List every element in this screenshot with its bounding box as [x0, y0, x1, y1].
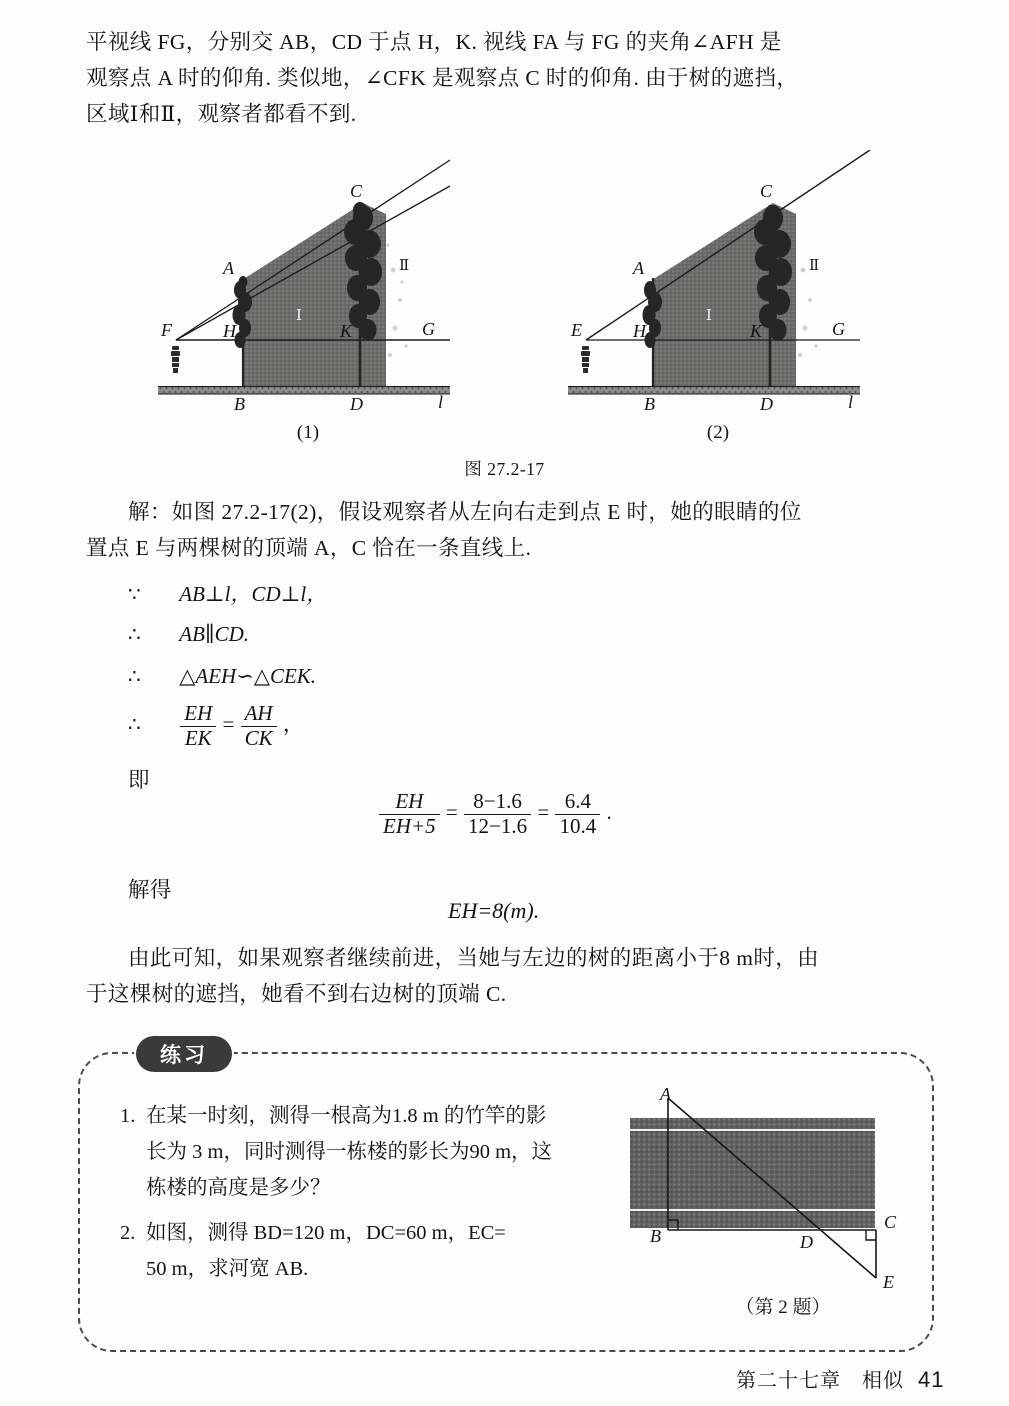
right-angle-mark-C — [866, 1230, 876, 1240]
fraction-denominator: EH+5 — [379, 814, 440, 839]
exercise-item-2-line-1: 如图，测得 BD=120 m，DC=60 m，EC= — [146, 1222, 506, 1244]
proof-step-3 — [128, 664, 316, 689]
label-region-II: Ⅱ — [399, 258, 410, 274]
fraction-denominator: 12−1.6 — [464, 814, 531, 839]
ground-line-l — [158, 387, 450, 394]
label-A: A — [223, 258, 234, 278]
label-D: D — [350, 394, 363, 414]
exercise-badge: 练习 — [136, 1036, 232, 1072]
diagram-2-svg — [560, 150, 900, 425]
fraction-denominator: 10.4 — [555, 814, 600, 839]
fraction-numerator: AH — [244, 701, 273, 725]
river-band — [630, 1118, 875, 1228]
fraction-numerator: EH — [395, 789, 424, 813]
shade-spray — [798, 268, 818, 358]
label-D: D — [800, 1232, 813, 1252]
label-H: H — [223, 321, 236, 341]
proof-step-3-text: △AEH∽△CEK. — [179, 664, 317, 688]
fraction-EH-over-EK — [180, 702, 216, 750]
proof-step-2-text: AB∥CD. — [179, 622, 250, 646]
exercise-item-1-line-3: 栋楼的高度是多少？ — [146, 1177, 331, 1199]
label-A: A — [633, 258, 644, 278]
footer-chapter: 第二十七章 相似 — [736, 1370, 904, 1392]
intro-line-3: 区域Ⅰ和Ⅱ，观察者都看不到. — [86, 102, 357, 126]
figure-27-2-17-part1 — [150, 150, 490, 443]
diagram-1-svg — [150, 150, 490, 425]
fraction-EH-over-EH5 — [379, 790, 440, 838]
label-H: H — [633, 321, 646, 341]
proof-step-1 — [128, 578, 327, 608]
fraction-denominator: EK — [180, 726, 216, 751]
equals-sign-2: = — [537, 799, 550, 824]
fraction-denominator: CK — [241, 726, 277, 751]
label-F: F — [161, 320, 172, 340]
observer-figure — [171, 346, 180, 373]
page-footer — [736, 1364, 944, 1393]
label-region-I: Ⅰ — [706, 308, 712, 324]
fraction-8minus16-over-12minus16 — [464, 790, 531, 838]
label-region-II: Ⅱ — [809, 258, 820, 274]
because-symbol: ∵ — [128, 584, 141, 606]
therefore-symbol: ∴ — [128, 624, 141, 646]
proof-step-1-text: AB⊥l，CD⊥l， — [179, 582, 328, 606]
label-C: C — [350, 181, 363, 201]
equals-sign: = — [222, 711, 235, 736]
figure-27-2-17-part2 — [560, 150, 900, 443]
label-G: G — [422, 319, 435, 339]
ground-line-l — [568, 387, 860, 394]
ratio-trailing-comma: ， — [282, 711, 304, 736]
exercise-item-1-line-2: 长为 3 m，同时测得一栋楼的影长为90 m，这 — [146, 1141, 553, 1163]
equation-period: . — [606, 799, 612, 824]
solution-intro-line-2: 置点 E 与两棵树的顶端 A，C 恰在一条直线上. — [86, 536, 532, 560]
figure-subcaption-1: (1) — [296, 422, 320, 443]
therefore-symbol: ∴ — [128, 666, 141, 688]
label-B: B — [644, 394, 655, 414]
conclusion-line-2: 于这棵树的遮挡，她看不到右边树的顶端 C. — [86, 982, 507, 1006]
main-equation — [378, 790, 612, 838]
fraction-AH-over-CK — [241, 702, 277, 750]
label-B: B — [234, 394, 245, 414]
label-l: l — [848, 392, 854, 412]
label-E: E — [571, 320, 582, 340]
label-E: E — [883, 1272, 894, 1292]
solution-intro-line-1: 解：如图 27.2-17(2)，假设观察者从左向右走到点 E 时，她的眼睛的位 — [128, 500, 802, 524]
observer-figure — [581, 346, 590, 373]
fraction-64-over-104 — [555, 790, 600, 838]
footer-page-number: 41 — [918, 1367, 945, 1392]
exercise-item-2-line-2: 50 m，求河宽 AB. — [146, 1258, 309, 1280]
solved-label: 解得 — [128, 878, 172, 902]
exercise-item-1 — [120, 1098, 596, 1206]
solution-intro — [86, 494, 950, 566]
label-l: l — [438, 392, 444, 412]
then-label: 即 — [128, 768, 150, 792]
label-C: C — [760, 181, 773, 201]
fraction-numerator: 8−1.6 — [473, 789, 522, 813]
intro-line-2: 观察点 A 时的仰角. 类似地，∠CFK 是观察点 C 时的仰角. 由于树的遮挡， — [86, 66, 799, 90]
equals-sign-1: = — [445, 799, 458, 824]
label-C: C — [884, 1212, 897, 1232]
label-G: G — [832, 319, 845, 339]
label-B: B — [650, 1226, 661, 1246]
figure-subcaption-2: (2) — [706, 422, 730, 443]
equation-result: EH=8(m). — [448, 898, 540, 923]
label-D: D — [760, 394, 773, 414]
proof-step-2 — [128, 622, 249, 647]
exercise-item-1-index: 1. — [120, 1105, 136, 1127]
exercise-2-figure — [618, 1088, 918, 1318]
exercise-figure-caption: （第 2 题） — [735, 1297, 831, 1318]
conclusion-line-1: 由此可知，如果观察者继续前进，当她与左边的树的距离小于8 m时，由 — [128, 946, 820, 970]
proof-step-ratio — [128, 702, 304, 750]
exercise-item-1-line-1: 在某一时刻，测得一根高为1.8 m 的竹竿的影 — [146, 1105, 547, 1127]
exercise-item-2-index: 2. — [120, 1222, 136, 1244]
figure-number: 图 27.2-17 — [464, 459, 545, 479]
river-diagram-svg — [618, 1088, 918, 1318]
fraction-numerator: 6.4 — [564, 789, 591, 813]
intro-line-1: 平视线 FG，分别交 AB，CD 于点 H，K. 视线 FA 与 FG 的夹角∠AFH 是 — [86, 30, 782, 54]
conclusion-paragraph — [86, 940, 950, 1012]
label-A: A — [660, 1088, 671, 1104]
label-region-I: Ⅰ — [296, 308, 302, 324]
label-K: K — [750, 321, 763, 341]
therefore-symbol: ∴ — [128, 713, 141, 736]
exercise-item-2 — [120, 1215, 596, 1287]
label-K: K — [340, 321, 353, 341]
intro-paragraph — [86, 24, 946, 132]
fraction-numerator: EH — [184, 701, 213, 725]
